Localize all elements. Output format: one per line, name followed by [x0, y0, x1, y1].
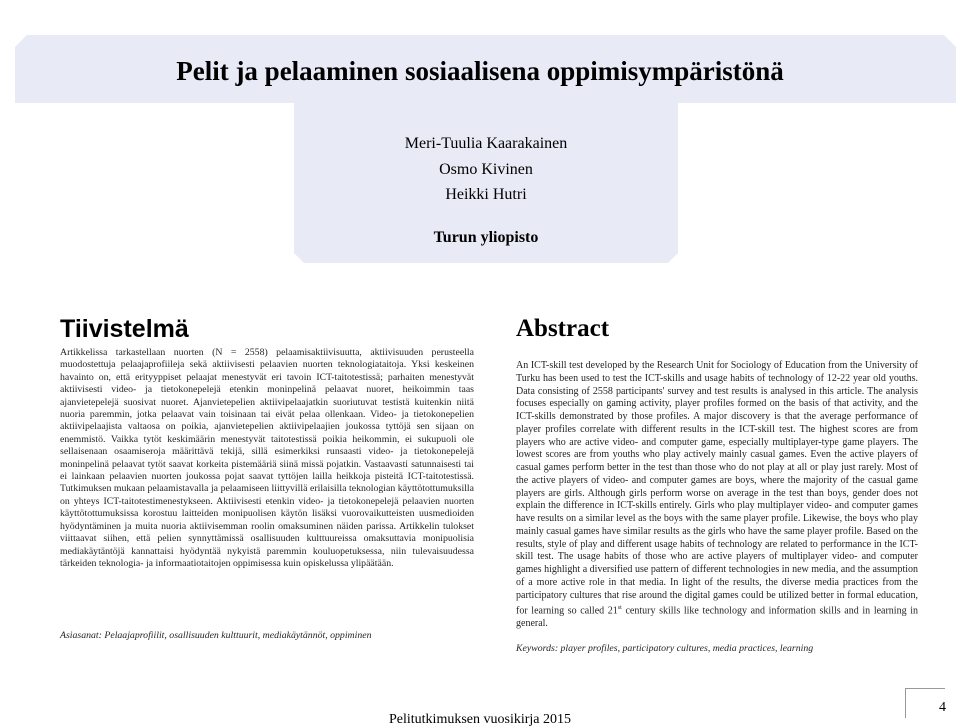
- affiliation: Turun yliopisto: [433, 229, 539, 246]
- author-name: Meri-Tuulia Kaarakainen: [404, 135, 568, 152]
- abstract-body-en-part1: An ICT-skill test developed by the Research Unit for Sociology of Education from the University of Turku has been used to test the ICT-skills and usage habits of technology of 12-22 year old youths. Data consisting of 2558 participants' survey and test results is analysed in this article. The analysis focuses especially on gaming activity, player profiles formed on the basis of that activity, and the ICT-skills demonstrated by those profiles. A major discovery is that the average performance of player profiles correlate with different results in the ICT-skill test. The highest scores are from players who are active video- and computer game, especially multiplayer-type game players. The lowest scores are from youths who play actively mainly casual games. Even the active players of casual games perform better in the test than those who do not play at all or play just rarely. Most of the active players of video- and computer games are boys, where the majority of the casual game players are girls. Although girls perform worse on average in the test than boys, gender does not explain the difference in ICT-skills entirely. Girls who play multiplayer video- and computer games have results on a similar level as the boys with the same player profile. Likewise, the boys who play mainly casual games have similar results as the girls who have the same player profile. Based on the results, style of play and different usage habits of technology are related to performance in the ICT-skill test. The usage habits of those who are active players of multiplayer video- and computer games highlight a diversified use pattern of different technologies in new media, and the assumption of a more active role in that media. In light of the results, the diverse media practices from the participatory cultures that rise around the digital games could be utilized better in formal education, for learning so called 21: [516, 360, 918, 617]
- abstract-body-en: [516, 360, 918, 631]
- author-list: [294, 131, 678, 208]
- keywords-en: Keywords: player profiles, participatory cultures, media practices, learning: [516, 643, 814, 654]
- page-number: 4: [939, 700, 946, 715]
- abstract-heading-fi: Tiivistelmä: [60, 315, 189, 343]
- article-title: Pelit ja pelaaminen sosiaalisena oppimisympäristönä: [176, 56, 784, 86]
- author-name: Osmo Kivinen: [439, 160, 533, 178]
- abstract-body-fi: Artikkelissa tarkastellaan nuorten (N = 2558) pelaamisaktiivisuutta, aktiivisuuden perusteella muodostettuja pelaajaprofiileja sekä aktiivisesti pelaavien nuorten teknologiataitoja. Yksi keskeinen havainto on, että erityyppiset pelaajat menestyvät eri tavoin ICT-taitotestissä; parhaiten menestyvät aktiivisesti video- ja tietokonepelejä etenkin moninpelinä pelaavat nuoret, heikoimmin taas ajanvietepelejä suosivat nuoret. Ajanvietepelien aktiivipelaajatkin suoriutuvat testistä kuitenkin niitä nuoria paremmin, jotka pelaavat vain toisinaan tai eivät pelaa ollenkaan. Video- ja tietokonepelien aktiivipelaajista valtaosa on poikia, ajanvietepelien aktiivipelaajien joukossa tyttöjä sen sijaan on enemmistö. Vaikka tytöt keskimäärin menestyvät taitotestissä poikia heikommin, ei sukupuoli ole sellaisenaan osaamiseroja määrittävä tekijä, sillä esimerkiksi runsaasti video- ja tietokonepelejä moninpelinä pelaavat tytöt saavat korkeita pistemääriä siinä missä pojatkin. Vastaavasti satunnaisesti tai ei lainkaan pelaavien nuorten joukossa pojat saavat tyttöjen lailla heikkoja pisteitä ICT-taitotestissä. Tutkimuksen mukaan pelaamistavalla ja pelaamiseen liittyvillä erilaisilla teknologian käyttötottumuksilla on yhteys ICT-taitotestimenestykseen. Aktiivisesti etenkin video- ja tietokonepelejä pelaavien nuorten käyttötottumuksissa korostuu laitteiden monipuolisen käytön lisäksi vuorovaikutteisten uusmedioiden hyödyntäminen ja muita nuoria aktiivisemman roolin omaksuminen näiden parissa. Artikkelin tulokset viittaavat siihen, että pelien synnyttämissä osallisuuden kulttuureissa omaksuttavia monipuolisia mediakäytäntöjä kannattaisi hyödyntää nykyistä paremmin kouluopetuksessa, niin tulevaisuudessa tärkeiden teknologia- ja informaatiotaitojen oppimisessa kuin opiskelussa ylipäätään.: [60, 347, 474, 569]
- abstract-heading-en: Abstract: [516, 315, 610, 342]
- ordinal-suffix: st: [617, 605, 622, 612]
- author-name: Heikki Hutri: [445, 186, 527, 203]
- keywords-fi: Asiasanat: Pelaajaprofiilit, osallisuuden kulttuurit, mediakäytännöt, oppiminen: [60, 630, 372, 641]
- abstract-body-en-part2: century skills like technology and information skills and in learning in general.: [516, 605, 919, 630]
- journal-footer: Pelitutkimuksen vuosikirja 2015: [389, 712, 571, 727]
